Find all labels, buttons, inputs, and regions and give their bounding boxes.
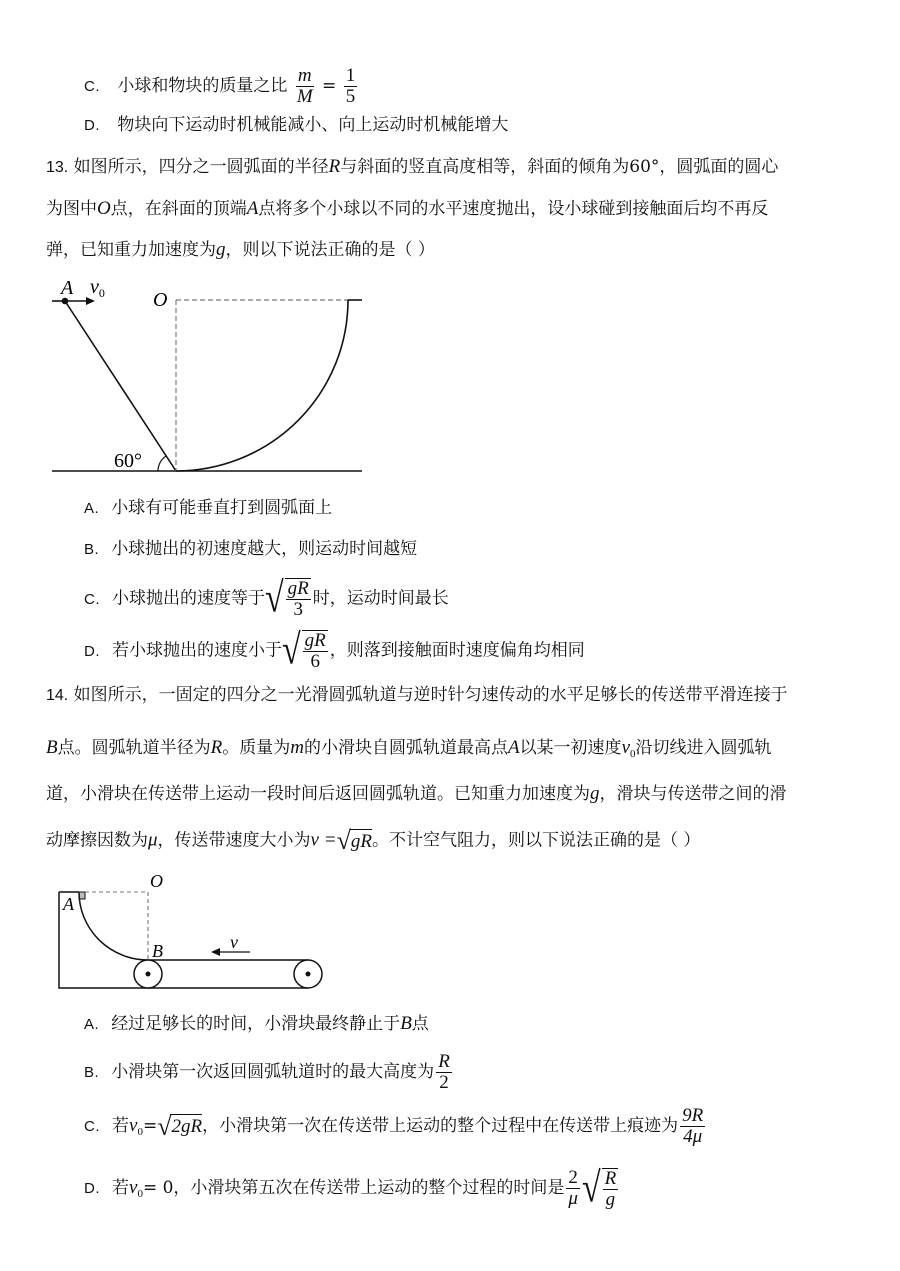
- arrow-head-icon: [211, 948, 220, 956]
- angle-arc: [158, 456, 166, 471]
- height-fraction: $\frac{R}{2}$: [438, 1051, 450, 1093]
- pulley-right-axle: [306, 972, 311, 977]
- stem-text: 如图所示，一固定的四分之一光滑圆弧轨道与逆时针匀速传动的水平足够长的传送带平滑连接于: [73, 685, 788, 705]
- q14-stem-line-1: [46, 683, 788, 708]
- stem-text: 以某一初速度: [519, 738, 622, 758]
- stem-text: 点将多个小球以不同的水平速度抛出，设小球碰到接触面后均不再反: [258, 199, 769, 219]
- option-label: C.: [84, 78, 100, 95]
- var-g: g: [216, 239, 226, 260]
- stem-text: 为图中: [46, 199, 97, 219]
- label-angle: 60°: [114, 450, 142, 472]
- var-mu: μ: [148, 829, 158, 851]
- q13-stem-line-3: [46, 238, 435, 262]
- option-text: 小球和物块的质量之比: [117, 76, 288, 96]
- label-v: $v_0$: [90, 276, 105, 300]
- option-label: D.: [84, 642, 100, 660]
- question-number: 13.: [46, 159, 69, 176]
- stem-text: 的小滑块自圆弧轨道最高点: [303, 738, 508, 758]
- var-v0: $v_0$: [129, 1177, 143, 1200]
- q13-option-d: [84, 627, 585, 674]
- label-A: A: [61, 277, 74, 299]
- var-v0: $v_0$: [129, 1115, 143, 1138]
- option-text: 若: [112, 1116, 129, 1136]
- stem-text: ，传送带速度大小为: [157, 830, 311, 851]
- option-text: ，小滑块第五次在传送带上运动的整个过程的时间是: [173, 1178, 565, 1198]
- stem-text: 道，小滑块在传送带上运动一段时间后返回圆弧轨道。已知重力加速度为: [46, 784, 590, 804]
- var-B: B: [46, 737, 58, 758]
- option-text: ，则落到接触面时速度偏角均相同: [329, 640, 585, 661]
- label-v: v: [230, 932, 238, 952]
- option-text: 小球有可能垂直打到圆弧面上: [111, 498, 333, 518]
- q13-option-a: [84, 496, 332, 521]
- var-g: g: [590, 783, 600, 804]
- stem-text: 点，在斜面的顶端: [110, 199, 247, 219]
- q13-figure: [40, 270, 380, 480]
- stem-text: 动摩擦因数为: [46, 830, 148, 851]
- option-label: B.: [84, 1064, 100, 1081]
- var-B: B: [400, 1013, 412, 1034]
- q14-stem-line-4: [46, 824, 700, 858]
- trace-fraction: $\frac{9R}{4\mu}$: [682, 1105, 704, 1147]
- q14-option-a: [84, 1012, 429, 1037]
- ratio-value-fraction: $\frac{1}{5}$: [345, 65, 356, 107]
- var-v0: $v_0$: [621, 737, 636, 760]
- question-number: 14.: [46, 687, 69, 704]
- var-R: R: [210, 737, 223, 758]
- var-O: O: [97, 198, 111, 219]
- sqrt-expression: √ $\frac{gR}{3}$: [265, 575, 309, 622]
- stem-text: 点。圆弧轨道半径为: [57, 738, 211, 758]
- option-label: C.: [84, 590, 100, 608]
- stem-text: 弹，已知重力加速度为: [46, 240, 216, 260]
- option-label: D.: [84, 1180, 100, 1197]
- q14-option-d: [84, 1166, 620, 1216]
- option-text: 小滑块第一次返回圆弧轨道时的最大高度为: [111, 1062, 435, 1082]
- pulley-left-axle: [146, 972, 151, 977]
- option-text: ，小滑块第一次在传送带上运动的整个过程中在传送带上痕迹为: [202, 1116, 679, 1136]
- equals-sign: =: [142, 1116, 158, 1136]
- quarter-arc: [176, 300, 348, 471]
- q12-option-c: [84, 66, 359, 107]
- option-label: A.: [84, 1016, 100, 1033]
- option-text: 若: [112, 1178, 129, 1198]
- option-label: A.: [84, 500, 100, 517]
- equals-sign: =: [322, 76, 337, 96]
- arrow-head-icon: [86, 297, 95, 305]
- option-label: B.: [84, 541, 100, 558]
- q14-stem-line-3: [46, 782, 787, 806]
- option-text: 时，运动时间最长: [312, 588, 449, 609]
- option-text: 物块向下运动时机械能减小、向上运动时机械能增大: [117, 115, 509, 135]
- var-A: A: [246, 198, 259, 219]
- q13-stem-line-1: [46, 155, 778, 180]
- label-A: A: [63, 894, 74, 914]
- quarter-arc-track: [79, 892, 148, 960]
- var-R: R: [328, 156, 341, 177]
- option-label: C.: [84, 1118, 100, 1135]
- var-m: m: [290, 737, 304, 758]
- q13-option-b: [84, 537, 417, 562]
- q12-option-d: [84, 113, 508, 138]
- sqrt-expression: √ $\frac{R}{g}$: [581, 1164, 617, 1211]
- label-O: O: [150, 871, 163, 891]
- option-text: 经过足够长的时间，小滑块最终静止于: [111, 1014, 401, 1034]
- stem-text: 沿切线进入圆弧轨: [635, 738, 772, 758]
- var-A: A: [507, 737, 520, 758]
- stem-text: 。不计空气阻力，则以下说法正确的是（ ）: [371, 830, 701, 851]
- q14-stem-line-2: [46, 736, 772, 766]
- sqrt-expression: √ gR: [336, 826, 372, 855]
- label-O: O: [153, 289, 168, 311]
- sqrt-expression: √ 2gR: [157, 1111, 203, 1141]
- option-text: 小球抛出的速度等于: [112, 588, 265, 609]
- option-label: D.: [84, 117, 100, 134]
- stem-text: 与斜面的竖直高度相等，斜面的倾角为60°，圆弧面的圆心: [340, 157, 779, 177]
- q14-option-b: [84, 1050, 454, 1095]
- option-text: 点: [411, 1014, 429, 1034]
- option-text: 小球抛出的初速度越大，则运动时间越短: [111, 539, 418, 559]
- incline-line: [65, 301, 176, 471]
- sqrt-expression: √ $\frac{gR}{6}$: [282, 627, 326, 674]
- stem-text: 。质量为: [222, 738, 291, 758]
- stem-text: 如图所示，四分之一圆弧面的半径: [73, 157, 329, 177]
- q14-figure: [40, 860, 340, 1000]
- label-B: B: [152, 941, 163, 961]
- q13-stem-line-2: [46, 197, 768, 221]
- q13-option-c: [84, 575, 449, 622]
- option-text: 若小球抛出的速度小于: [112, 640, 282, 661]
- equals-zero: = 0: [142, 1178, 174, 1198]
- q14-option-c: [84, 1104, 707, 1154]
- var-v-equals: v =: [310, 829, 337, 851]
- stem-text: ，滑块与传送带之间的滑: [599, 784, 787, 804]
- mass-ratio-fraction: $\frac{m}{M}$: [296, 65, 313, 107]
- stem-text: ，则以下说法正确的是（ ）: [225, 240, 435, 260]
- time-coefficient-fraction: $\frac{2}{\mu}$: [568, 1167, 578, 1209]
